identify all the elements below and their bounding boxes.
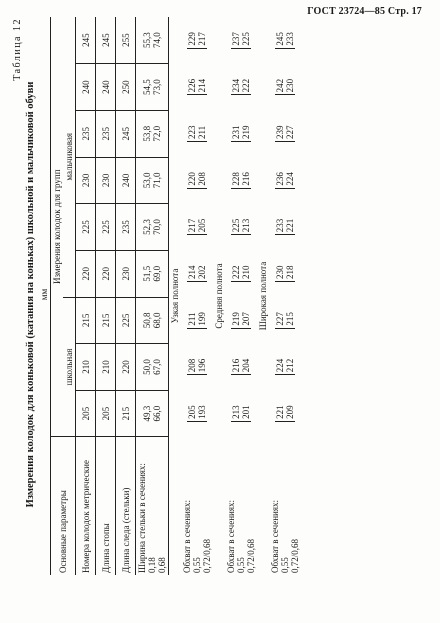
girth-value-0-72: 217 bbox=[197, 32, 207, 46]
value-cell: 230 bbox=[76, 157, 96, 204]
girth-cell bbox=[225, 250, 257, 297]
row-size bbox=[76, 17, 96, 575]
girth-pair bbox=[275, 172, 295, 189]
girth-value-0-55: 214 bbox=[187, 265, 197, 279]
girth-value-0-55: 231 bbox=[231, 125, 241, 139]
value-cell: 225 bbox=[116, 297, 136, 344]
section-title: Средняя полнота bbox=[214, 263, 224, 329]
girth-pair bbox=[187, 312, 207, 329]
girth-cell bbox=[269, 204, 301, 251]
insole-cell bbox=[136, 110, 169, 157]
girth-value-0-72: 196 bbox=[197, 358, 207, 373]
girth-pair bbox=[187, 125, 207, 142]
girth-cell bbox=[225, 17, 257, 64]
girth-value-0-72: 199 bbox=[197, 312, 207, 326]
value-cell: 210 bbox=[76, 344, 96, 391]
value-cell: 205 bbox=[76, 390, 96, 437]
girth-row bbox=[225, 17, 257, 575]
girth-cell bbox=[181, 390, 213, 437]
girth-value-0-55: 239 bbox=[275, 125, 285, 139]
girth-cell bbox=[181, 157, 213, 204]
girth-cell bbox=[181, 204, 213, 251]
row-insole bbox=[136, 17, 169, 575]
value-cell: 235 bbox=[96, 110, 116, 157]
girth-value-0-55: 230 bbox=[275, 265, 285, 279]
girth-label: Обхват в сечениях: bbox=[226, 500, 236, 573]
girth-value-0-55: 216 bbox=[231, 358, 241, 373]
girth-value-0-55: 217 bbox=[187, 218, 197, 233]
row-trace bbox=[116, 17, 136, 575]
value-0-68: 74,0 bbox=[152, 32, 162, 48]
value-0-18: 49,3 bbox=[142, 405, 152, 422]
section-title-row bbox=[169, 17, 182, 575]
girth-pair bbox=[231, 359, 251, 376]
girth-cell bbox=[225, 297, 257, 344]
girth-value-0-72: 219 bbox=[241, 125, 251, 139]
insole-cell bbox=[136, 250, 169, 297]
girth-value-0-55: 229 bbox=[187, 32, 197, 46]
value-0-18: 52,3 bbox=[142, 219, 152, 235]
girth-value-0-72: 218 bbox=[285, 265, 295, 279]
girth-pair bbox=[275, 359, 295, 376]
girth-value-0-55: 224 bbox=[275, 358, 285, 373]
girth-value-0-55: 208 bbox=[187, 358, 197, 373]
value-cell: 215 bbox=[76, 297, 96, 344]
girth-value-0-55: 221 bbox=[275, 405, 285, 419]
girth-pair bbox=[187, 172, 207, 189]
value-cell: 235 bbox=[116, 204, 136, 251]
girth-cell bbox=[269, 250, 301, 297]
girth-pair bbox=[231, 265, 251, 282]
row-label: Длина стопы bbox=[96, 437, 116, 575]
girth-cell bbox=[225, 110, 257, 157]
value-cell: 215 bbox=[116, 390, 136, 437]
girth-label-cell bbox=[181, 437, 213, 575]
value-cell: 245 bbox=[76, 17, 96, 64]
girth-value-0-55: 233 bbox=[275, 218, 285, 233]
girth-sub1: 0,55 bbox=[192, 557, 202, 573]
header-row-group bbox=[51, 17, 64, 575]
value-cell: 235 bbox=[76, 110, 96, 157]
girth-cell bbox=[181, 110, 213, 157]
header-boys: мальчиковая bbox=[63, 17, 76, 297]
girth-value-0-55: 242 bbox=[275, 78, 285, 93]
girth-cell bbox=[225, 157, 257, 204]
girth-value-0-55: 237 bbox=[231, 32, 241, 46]
girth-pair bbox=[231, 219, 251, 236]
value-0-68: 70,0 bbox=[152, 219, 162, 235]
value-0-68: 66,0 bbox=[152, 405, 162, 422]
girth-cell bbox=[225, 390, 257, 437]
girth-value-0-72: 225 bbox=[241, 32, 251, 46]
girth-value-0-72: 202 bbox=[197, 265, 207, 279]
girth-pair bbox=[187, 32, 207, 49]
girth-sub1: 0,55 bbox=[236, 557, 246, 573]
girth-value-0-55: 220 bbox=[187, 172, 197, 186]
girth-value-0-55: 226 bbox=[187, 78, 197, 93]
value-0-68: 69,0 bbox=[152, 265, 162, 282]
girth-cell bbox=[225, 344, 257, 391]
value-0-68: 67,0 bbox=[152, 359, 162, 375]
girth-pair bbox=[187, 219, 207, 236]
girth-pair bbox=[231, 79, 251, 96]
girth-cell bbox=[181, 17, 213, 64]
girth-value-0-72: 233 bbox=[285, 32, 295, 46]
table-number: Таблица 12 bbox=[12, 18, 23, 81]
girth-value-0-55: 211 bbox=[187, 312, 197, 326]
value-cell: 240 bbox=[76, 64, 96, 111]
girth-pair bbox=[187, 405, 207, 422]
girth-pair bbox=[275, 219, 295, 236]
insole-cell bbox=[136, 157, 169, 204]
girth-value-0-72: 216 bbox=[241, 172, 251, 186]
girth-cell bbox=[225, 64, 257, 111]
girth-cell bbox=[181, 297, 213, 344]
girth-pair bbox=[275, 405, 295, 422]
girth-value-0-72: 209 bbox=[285, 405, 295, 419]
girth-sub2: 0,72/0,68 bbox=[246, 538, 256, 573]
girth-cell bbox=[269, 64, 301, 111]
value-0-68: 73,0 bbox=[152, 79, 162, 95]
value-cell: 220 bbox=[116, 344, 136, 391]
girth-value-0-72: 207 bbox=[241, 312, 251, 326]
girth-value-0-72: 214 bbox=[197, 78, 207, 93]
row-length bbox=[96, 17, 116, 575]
section-title: Широкая полнота bbox=[258, 261, 268, 331]
girth-pair bbox=[275, 32, 295, 49]
value-cell: 210 bbox=[96, 344, 116, 391]
insole-cell bbox=[136, 204, 169, 251]
girth-pair bbox=[187, 359, 207, 376]
value-0-68: 72,0 bbox=[152, 125, 162, 142]
girth-value-0-72: 227 bbox=[285, 125, 295, 139]
girth-pair bbox=[231, 405, 251, 422]
girth-value-0-72: 213 bbox=[241, 218, 251, 233]
section-title: Узкая полнота bbox=[170, 268, 180, 324]
girth-value-0-55: 227 bbox=[275, 312, 285, 326]
girth-sub2: 0,72/0,68 bbox=[202, 538, 212, 573]
value-cell: 230 bbox=[116, 250, 136, 297]
girth-value-0-72: 205 bbox=[197, 218, 207, 233]
lasts-table bbox=[50, 17, 301, 575]
girth-cell bbox=[269, 297, 301, 344]
header-group: Измерения колодок для групп bbox=[51, 17, 64, 437]
insole-label: Ширина стельки в сечениях: bbox=[137, 463, 147, 573]
girth-value-0-55: 223 bbox=[187, 125, 197, 139]
girth-value-0-72: 230 bbox=[285, 78, 295, 93]
girth-pair bbox=[275, 265, 295, 282]
girth-pair bbox=[187, 79, 207, 96]
value-cell: 250 bbox=[116, 64, 136, 111]
girth-value-0-72: 210 bbox=[241, 265, 251, 279]
girth-value-0-55: 225 bbox=[231, 218, 241, 233]
table-title: Измерения колодок для коньковой (катания на коньках) школьной и мальчиковой обуви bbox=[25, 81, 36, 508]
value-0-18: 55,3 bbox=[142, 32, 152, 48]
value-cell: 205 bbox=[96, 390, 116, 437]
value-0-18: 53,8 bbox=[142, 125, 152, 142]
girth-label-cell bbox=[225, 437, 257, 575]
value-0-18: 54,5 bbox=[142, 79, 152, 95]
value-0-68: 71,0 bbox=[152, 172, 162, 189]
value-cell: 240 bbox=[96, 64, 116, 111]
insole-cell bbox=[136, 17, 169, 64]
girth-value-0-55: 205 bbox=[187, 405, 197, 419]
value-cell: 225 bbox=[96, 204, 116, 251]
girth-row bbox=[181, 17, 213, 575]
row-label-insole bbox=[136, 437, 169, 575]
girth-cell bbox=[269, 344, 301, 391]
value-cell: 225 bbox=[76, 204, 96, 251]
girth-value-0-55: 219 bbox=[231, 312, 241, 326]
rotated-table-page bbox=[6, 12, 426, 612]
value-0-18: 50,8 bbox=[142, 312, 152, 329]
value-cell: 255 bbox=[116, 17, 136, 64]
insole-sub1: 0,18 bbox=[147, 557, 157, 573]
girth-pair bbox=[187, 265, 207, 282]
value-0-68: 68,0 bbox=[152, 312, 162, 329]
value-cell: 230 bbox=[96, 157, 116, 204]
girth-cell bbox=[181, 250, 213, 297]
girth-label: Обхват в сечениях: bbox=[182, 500, 192, 573]
row-label: Номера колодок метрические bbox=[76, 437, 96, 575]
girth-value-0-55: 245 bbox=[275, 32, 285, 46]
value-cell: 245 bbox=[96, 17, 116, 64]
insole-sub2: 0,68 bbox=[157, 557, 167, 573]
header-school: школьная bbox=[63, 297, 76, 437]
value-0-18: 50,0 bbox=[142, 359, 152, 375]
girth-value-0-72: 204 bbox=[241, 358, 251, 373]
value-cell: 215 bbox=[96, 297, 116, 344]
insole-cell bbox=[136, 297, 169, 344]
girth-pair bbox=[231, 125, 251, 142]
girth-row bbox=[269, 17, 301, 575]
girth-cell bbox=[269, 110, 301, 157]
girth-label-cell bbox=[269, 437, 301, 575]
girth-value-0-72: 201 bbox=[241, 405, 251, 419]
value-cell: 220 bbox=[76, 250, 96, 297]
girth-value-0-72: 208 bbox=[197, 172, 207, 186]
girth-cell bbox=[269, 390, 301, 437]
girth-value-0-72: 222 bbox=[241, 78, 251, 93]
header-param: Основные параметры bbox=[51, 437, 76, 575]
section-title-row bbox=[213, 17, 225, 575]
girth-sub1: 0,55 bbox=[280, 557, 290, 573]
row-label: Длина следа (стельки) bbox=[116, 437, 136, 575]
girth-cell bbox=[181, 344, 213, 391]
value-cell: 240 bbox=[116, 157, 136, 204]
girth-cell bbox=[225, 204, 257, 251]
girth-value-0-55: 222 bbox=[231, 265, 241, 279]
girth-pair bbox=[231, 32, 251, 49]
girth-pair bbox=[275, 79, 295, 96]
girth-pair bbox=[275, 125, 295, 142]
insole-cell bbox=[136, 344, 169, 391]
insole-cell bbox=[136, 64, 169, 111]
value-cell: 245 bbox=[116, 110, 136, 157]
table-unit: мм bbox=[39, 288, 49, 301]
girth-value-0-72: 193 bbox=[197, 405, 207, 419]
girth-pair bbox=[275, 312, 295, 329]
girth-value-0-72: 224 bbox=[285, 172, 295, 186]
girth-cell bbox=[181, 64, 213, 111]
girth-sub2: 0,72/0,68 bbox=[290, 538, 300, 573]
girth-pair bbox=[231, 172, 251, 189]
insole-cell bbox=[136, 390, 169, 437]
value-0-18: 53,0 bbox=[142, 172, 152, 189]
girth-sections bbox=[169, 17, 302, 575]
girth-value-0-55: 236 bbox=[275, 172, 285, 186]
girth-value-0-55: 234 bbox=[231, 78, 241, 93]
girth-value-0-72: 215 bbox=[285, 312, 295, 326]
girth-label: Обхват в сечениях: bbox=[270, 500, 280, 573]
girth-cell bbox=[269, 17, 301, 64]
girth-value-0-55: 228 bbox=[231, 172, 241, 186]
girth-cell bbox=[269, 157, 301, 204]
section-title-row bbox=[257, 17, 269, 575]
girth-value-0-72: 212 bbox=[285, 358, 295, 373]
girth-value-0-72: 211 bbox=[197, 125, 207, 139]
girth-value-0-55: 213 bbox=[231, 405, 241, 419]
value-cell: 220 bbox=[96, 250, 116, 297]
page-header: ГОСТ 23724—85 Стр. 17 bbox=[307, 6, 422, 17]
value-0-18: 51,5 bbox=[142, 265, 152, 282]
girth-pair bbox=[231, 312, 251, 329]
girth-value-0-72: 221 bbox=[285, 218, 295, 233]
